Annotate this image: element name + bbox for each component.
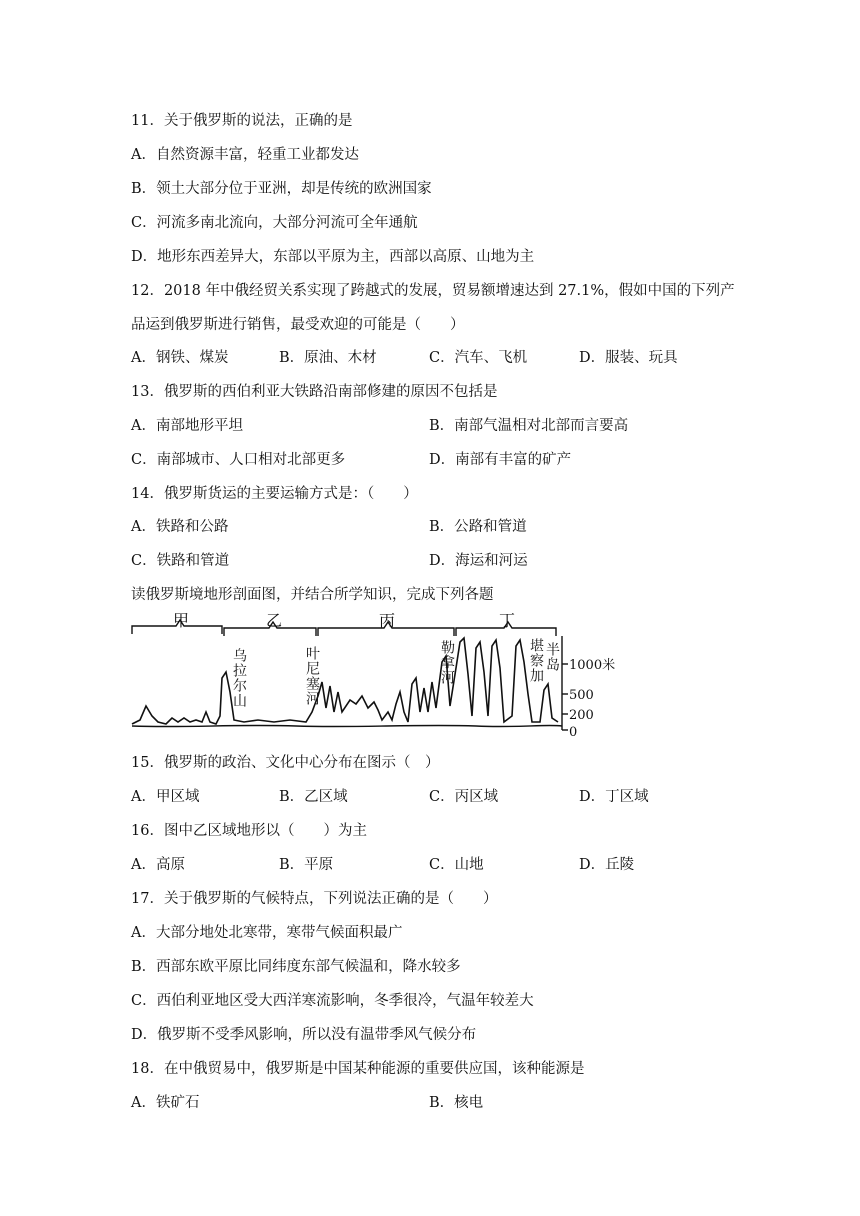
label-yenisei-river: 叶尼塞河 [304, 646, 320, 706]
q18-stem: 18．在中俄贸易中，俄罗斯是中国某种能源的重要供应国，该种能源是 [131, 1061, 585, 1077]
label-lena-river: 勒拿河 [439, 640, 455, 685]
q15-option-c: C．丙区域 [429, 789, 499, 805]
q15-stem: 15．俄罗斯的政治、文化中心分布在图示（ ） [131, 755, 440, 771]
q15-option-a: A．甲区域 [131, 789, 200, 805]
q17-option-c: C．西伯利亚地区受大西洋寒流影响，冬季很冷，气温年较差大 [131, 993, 534, 1009]
q14-option-d: D．海运和河运 [429, 553, 528, 569]
q11-option-d: D．地形东西差异大，东部以平原为主，西部以高原、山地为主 [131, 249, 535, 265]
q13-stem: 13．俄罗斯的西伯利亚大铁路沿南部修建的原因不包括是 [131, 384, 498, 400]
q17-option-b: B．西部东欧平原比同纬度东部气候温和，降水较多 [131, 959, 461, 975]
q15-option-d: D．丁区域 [579, 789, 649, 805]
q12-stem-cont: 品运到俄罗斯进行销售，最受欢迎的可能是（ ） [131, 317, 465, 333]
label-peninsula: 半岛 [544, 642, 560, 672]
region-braces [132, 620, 556, 636]
scale-label-1000: 1000米 [569, 658, 616, 673]
q13-option-b: B．南部气温相对北部而言要高 [429, 418, 629, 434]
q14-option-a: A．铁路和公路 [131, 519, 229, 535]
q16-option-b: B．平原 [279, 857, 334, 873]
q13-option-a: A．南部地形平坦 [131, 418, 243, 434]
scale-label-0: 0 [569, 725, 578, 740]
region-label-jia: 甲 [173, 612, 190, 630]
q12-option-d: D．服装、玩具 [579, 350, 678, 366]
q15-option-b: B．乙区域 [279, 789, 348, 805]
region-label-bing: 丙 [379, 612, 396, 630]
q11-option-c: C．河流多南北流向，大部分河流可全年通航 [131, 215, 418, 231]
q13-option-d: D．南部有丰富的矿产 [429, 452, 572, 468]
region-label-yi: 乙 [266, 612, 283, 630]
q11-option-a: A．自然资源丰富，轻重工业都发达 [131, 147, 359, 163]
q12-stem: 12．2018 年中俄经贸关系实现了跨越式的发展，贸易额增速达到 27.1%，假如中国的下列产 [131, 283, 735, 299]
terrain-baseline [132, 725, 562, 726]
q11-option-b: B．领土大部分位于亚洲，却是传统的欧洲国家 [131, 181, 432, 197]
terrain-profile-svg [126, 612, 626, 744]
q17-option-d: D．俄罗斯不受季风影响，所以没有温带季风气候分布 [131, 1027, 477, 1043]
q14-option-c: C．铁路和管道 [131, 553, 230, 569]
q12-option-a: A．钢铁、煤炭 [131, 350, 229, 366]
scale-label-200: 200 [569, 708, 594, 723]
q12-option-b: B．原油、木材 [279, 350, 377, 366]
terrain-profile-line [132, 638, 558, 724]
terrain-profile-figure [126, 612, 626, 744]
q17-stem: 17．关于俄罗斯的气候特点，下列说法正确的是（ ） [131, 891, 498, 907]
q13-option-c: C．南部城市、人口相对北部更多 [131, 452, 346, 468]
q14-stem: 14．俄罗斯货运的主要运输方式是：（ ） [131, 486, 418, 502]
scale-label-500: 500 [569, 688, 594, 703]
q14-option-b: B．公路和管道 [429, 519, 527, 535]
figure-intro: 读俄罗斯境地形剖面图，并结合所学知识，完成下列各题 [131, 587, 494, 603]
q11-stem: 11．关于俄罗斯的说法，正确的是 [131, 113, 353, 129]
q12-option-c: C．汽车、飞机 [429, 350, 528, 366]
label-kamchatka: 堪察加 [528, 638, 544, 683]
label-ural-mountains: 乌拉尔山 [231, 648, 247, 708]
elevation-scale [562, 636, 568, 730]
q16-stem: 16．图中乙区域地形以（ ）为主 [131, 823, 367, 839]
q16-option-d: D．丘陵 [579, 857, 635, 873]
q18-option-b: B．核电 [429, 1095, 484, 1111]
q18-option-a: A．铁矿石 [131, 1095, 200, 1111]
q16-option-c: C．山地 [429, 857, 484, 873]
q16-option-a: A．高原 [131, 857, 185, 873]
q17-option-a: A．大部分地处北寒带，寒带气候面积最广 [131, 925, 403, 941]
region-label-ding: 丁 [499, 612, 516, 630]
